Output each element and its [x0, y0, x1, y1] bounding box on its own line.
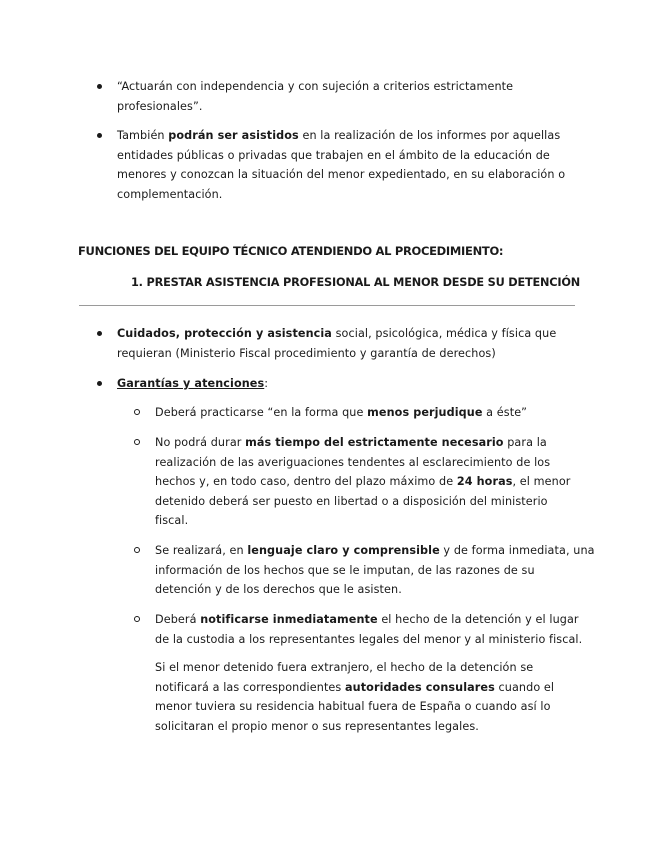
- text: información de los hechos que se le imputan, de las razones de su: [155, 563, 535, 577]
- text-line: [155, 717, 554, 737]
- text: cuando el: [494, 680, 555, 694]
- text-line: [155, 492, 570, 512]
- text: de la custodia a los representantes legales del menor y al ministerio fiscal.: [155, 632, 583, 646]
- text: social, psicológica, médica y física que: [331, 327, 557, 340]
- subsection-heading: 1. PRESTAR ASISTENCIA PROFESIONAL AL MENOR DESDE SU DETENCIÓN: [131, 276, 581, 289]
- bullet-icon: [97, 133, 102, 138]
- bold-text: notificarse inmediatamente: [200, 613, 378, 626]
- text: Se realizará, en: [155, 544, 248, 557]
- text-line: [155, 580, 595, 600]
- text: en la realización de los informes por aquellas: [298, 129, 561, 142]
- circle-bullet-icon: [134, 616, 140, 622]
- bullet-icon: [97, 331, 102, 336]
- bold-text: 24 horas: [456, 475, 513, 489]
- text: “Actuarán con independencia y con sujeción a criterios estrictamente: [117, 80, 514, 93]
- intro-bullet-1: [117, 77, 513, 116]
- text: , el menor: [512, 475, 571, 489]
- circle-bullet-icon: [134, 547, 140, 553]
- text-line: [117, 165, 565, 185]
- main-bullet-2: [117, 374, 268, 394]
- text: Si el menor detenido fuera extranjero, el hecho de la detención se: [155, 661, 534, 674]
- text: para la: [503, 436, 547, 449]
- text: detenido deberá ser puesto en libertad o a disposición del ministerio: [155, 494, 548, 508]
- text-line: [117, 344, 556, 364]
- text: menores y conozcan la situación del menor expedientado, en su elaboración o: [117, 168, 566, 182]
- text-line: [155, 610, 582, 630]
- bold-text: Cuidados, protección y asistencia: [117, 327, 332, 340]
- text: menor tuviera su residencia habitual fuera de España o cuando así lo: [155, 700, 551, 714]
- sub-bullet-2: [155, 433, 570, 531]
- text-line: [117, 77, 513, 97]
- circle-bullet-icon: [134, 439, 140, 445]
- circle-bullet-icon: [134, 409, 140, 415]
- text: fiscal.: [155, 514, 189, 528]
- text: Deberá practicarse “en la forma que: [155, 406, 368, 419]
- divider: [79, 305, 575, 306]
- text-line: [155, 561, 595, 581]
- text-line: [155, 678, 554, 698]
- bold-text: menos perjudique: [367, 406, 483, 419]
- bold-text: Garantías y atenciones: [117, 377, 265, 390]
- text: :: [264, 377, 269, 390]
- text-line: [117, 146, 565, 166]
- text-line: [117, 324, 556, 344]
- section-heading: FUNCIONES DEL EQUIPO TÉCNICO ATENDIENDO AL PROCEDIMIENTO:: [78, 244, 504, 258]
- text: Deberá: [155, 613, 201, 626]
- text: notificará a las correspondientes: [155, 680, 345, 694]
- bullet-icon: [97, 84, 102, 89]
- text-line: [155, 658, 554, 678]
- bold-text: autoridades consulares: [345, 680, 495, 694]
- text-line: [155, 511, 570, 531]
- sub-bullet-3: [155, 541, 595, 600]
- text: complementación.: [117, 187, 223, 201]
- text-line: [155, 403, 527, 423]
- text-line: [155, 630, 582, 650]
- text-line: [117, 97, 513, 117]
- text: y de forma inmediata, una: [439, 544, 595, 557]
- sub-bullet-1: [155, 403, 527, 423]
- text-line: [155, 433, 570, 453]
- text-line: [117, 185, 565, 205]
- text-line: [155, 541, 595, 561]
- text-line: [155, 697, 554, 717]
- text-line: [155, 472, 570, 492]
- bold-text: lenguaje claro y comprensible: [247, 544, 440, 557]
- text: solicitaran el propio menor o sus representantes legales.: [155, 719, 479, 733]
- bullet-icon: [97, 381, 102, 386]
- text: requieran (Ministerio Fiscal procedimiento y garantía de derechos): [117, 346, 496, 360]
- sub-bullet-4: [155, 610, 582, 649]
- text-line: [117, 126, 565, 146]
- text-line: [155, 453, 570, 473]
- text: a éste”: [482, 406, 528, 419]
- text: entidades públicas o privadas que trabajen en el ámbito de la educación de: [117, 148, 550, 162]
- text: detención y de los derechos que le asisten.: [155, 583, 402, 597]
- text: También: [117, 129, 169, 142]
- intro-bullet-2: [117, 126, 565, 204]
- text: profesionales”.: [117, 99, 203, 113]
- text: No podrá durar: [155, 436, 246, 449]
- text: hechos y, en todo caso, dentro del plazo máximo de: [155, 475, 457, 489]
- bold-text: más tiempo del estrictamente necesario: [245, 436, 504, 449]
- consular-paragraph: [155, 658, 554, 736]
- text: el hecho de la detención y el lugar: [377, 613, 579, 626]
- bold-text: podrán ser asistidos: [168, 129, 299, 142]
- text: realización de las averiguaciones tendentes al esclarecimiento de los: [155, 455, 551, 469]
- main-bullet-1: [117, 324, 556, 363]
- text-line: [117, 374, 268, 394]
